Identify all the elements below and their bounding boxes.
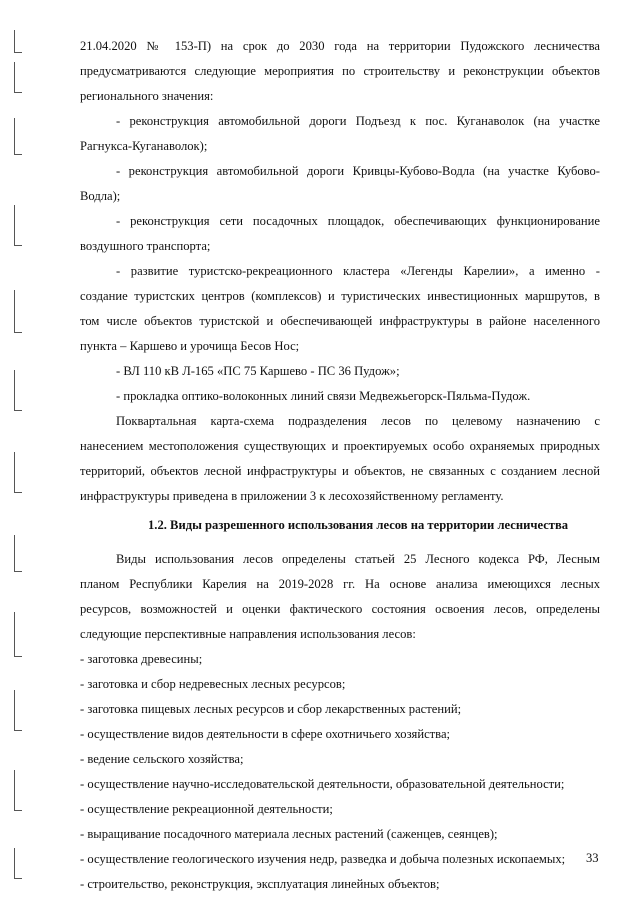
text-line: Поквартальная карта-схема подразделения лесов по целевому назначению с <box>116 414 600 428</box>
list-item: - выращивание посадочного материала лесных растений (саженцев, сеянцев); <box>80 827 498 841</box>
binding-mark <box>14 848 22 879</box>
text-line: территорий, объектов лесной инфраструктуры и объектов, не связанных с созданием лесной <box>80 464 600 478</box>
list-item: - реконструкция сети посадочных площадок, обеспечивающих функционирование <box>116 214 600 228</box>
binding-mark <box>14 205 22 246</box>
binding-mark <box>14 770 22 811</box>
text-line: 21.04.2020 № 153-П) на срок до 2030 года на территории Пудожского лесничества <box>80 39 600 53</box>
list-item: - ВЛ 110 кВ Л-165 «ПС 75 Каршево - ПС 36 Пудож»; <box>116 364 400 378</box>
binding-mark <box>14 690 22 731</box>
list-item: - осуществление геологического изучения недр, разведка и добыча полезных ископаемых; <box>80 852 566 866</box>
list-item: - реконструкция автомобильной дороги Подъезд к пос. Куганаволок (на участке <box>116 114 600 128</box>
text-line: следующие перспективные направления использования лесов: <box>80 627 416 641</box>
page-number: 33 <box>586 851 599 865</box>
text-line: регионального значения: <box>80 89 214 103</box>
text-line: Виды использования лесов определены статьей 25 Лесного кодекса РФ, Лесным <box>116 552 600 566</box>
list-item: - развитие туристско-рекреационного кластера «Легенды Карелии», а именно - <box>116 264 600 278</box>
text-line: ресурсов, возможностей и оценки фактического состояния освоения лесов, определены <box>80 602 600 616</box>
text-line: том числе объектов туристской и обеспечивающей инфраструктуры в районе населенного <box>80 314 600 328</box>
text-line: Водла); <box>80 189 121 203</box>
binding-mark <box>14 118 22 155</box>
binding-mark <box>14 30 22 53</box>
list-item: - заготовка пищевых лесных ресурсов и сбор лекарственных растений; <box>80 702 462 716</box>
list-item: - прокладка оптико-волоконных линий связи Медвежьегорск-Пяльма-Пудож. <box>116 389 531 403</box>
text-line: создание туристских центров (комплексов) и туристических инвестиционных маршрутов, в <box>80 289 600 303</box>
list-item: - заготовка древесины; <box>80 652 203 666</box>
binding-mark <box>14 62 22 93</box>
text-line: нанесением местоположения существующих и проектируемых особо охраняемых природных <box>80 439 600 453</box>
text-line: пункта – Каршево и урочища Бесов Нос; <box>80 339 300 353</box>
section-heading: 1.2. Виды разрешенного использования лесов на территории лесничества <box>148 518 569 532</box>
list-item: - строительство, реконструкция, эксплуатация линейных объектов; <box>80 877 440 891</box>
binding-mark <box>14 290 22 333</box>
text-line: инфраструктуры приведена в приложении 3 к лесохозяйственному регламенту. <box>80 489 504 503</box>
list-item: - заготовка и сбор недревесных лесных ресурсов; <box>80 677 346 691</box>
binding-mark <box>14 452 22 493</box>
text-line: воздушного транспорта; <box>80 239 211 253</box>
list-item: - осуществление научно-исследовательской деятельности, образовательной деятельности; <box>80 777 565 791</box>
text-line: планом Республики Карелия на 2019-2028 гг. На основе анализа имеющихся лесных <box>80 577 600 591</box>
list-item: - осуществление видов деятельности в сфере охотничьего хозяйства; <box>80 727 451 741</box>
list-item: - ведение сельского хозяйства; <box>80 752 244 766</box>
binding-mark <box>14 612 22 657</box>
text-line: предусматриваются следующие мероприятия по строительству и реконструкции объектов <box>80 64 600 78</box>
text-line: Рагнукса-Куганаволок); <box>80 139 208 153</box>
list-item: - осуществление рекреационной деятельности; <box>80 802 333 816</box>
binding-mark <box>14 535 22 572</box>
list-item: - реконструкция автомобильной дороги Кривцы-Кубово-Водла (на участке Кубово- <box>116 164 600 178</box>
binding-mark <box>14 370 22 411</box>
